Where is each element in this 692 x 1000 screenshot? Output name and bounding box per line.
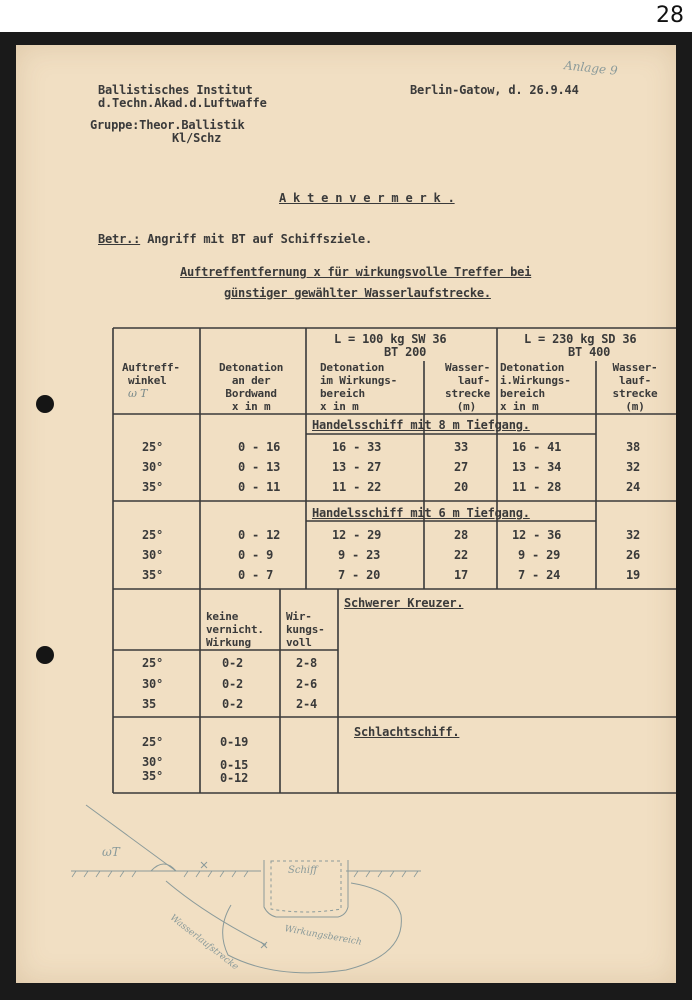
header-line: voll xyxy=(286,636,312,649)
header-line: strecke xyxy=(612,387,658,400)
header-line: Detonation xyxy=(320,361,385,374)
row-g2-range: 9 - 29 xyxy=(518,548,561,562)
row-g1-water: 28 xyxy=(454,528,469,542)
subject-text: Angriff mit BT auf Schiffsziele. xyxy=(147,232,372,246)
top-bar xyxy=(0,0,692,32)
group2-title-line: L = 230 kg SD 36 xyxy=(524,332,637,346)
row-g1-water: 17 xyxy=(454,568,469,582)
row-no-effect: 0-2 xyxy=(222,677,244,691)
header-line: keine xyxy=(206,610,239,623)
header-line: x in m xyxy=(500,400,539,413)
header-line: strecke xyxy=(445,387,490,400)
sketch-omega-label: ωT xyxy=(102,845,120,859)
subject-label: Betr.: xyxy=(98,232,141,246)
row-angle: 35° xyxy=(142,769,164,783)
header-angle-symbol: ω T xyxy=(128,387,148,400)
header-line: kungs- xyxy=(286,623,325,636)
row-angle: 25° xyxy=(142,656,164,670)
group-line: Gruppe:Theor.Ballistik xyxy=(90,118,245,132)
header-line: Wasser- xyxy=(445,361,490,374)
reference-line: Kl/Schz xyxy=(172,131,222,145)
place-date: Berlin-Gatow, d. 26.9.44 xyxy=(410,83,579,97)
row-g2-range: 11 - 28 xyxy=(512,480,562,494)
row-g2-water: 24 xyxy=(626,480,641,494)
header-line: Wirkung xyxy=(206,636,251,649)
row-effective: 2-8 xyxy=(296,656,318,670)
document-page xyxy=(16,45,676,983)
header-angle-line: winkel xyxy=(128,374,167,387)
row-det: 0 - 7 xyxy=(238,568,274,582)
annotation-handwritten: Anlage 9 xyxy=(563,58,619,78)
row-g2-range: 12 - 36 xyxy=(512,528,562,542)
header-line: Wasser- xyxy=(612,361,658,374)
section2-title: Handelsschiff mit 6 m Tiefgang. xyxy=(312,506,530,520)
row-g2-water: 32 xyxy=(626,528,641,542)
row-angle: 35 xyxy=(142,697,157,711)
header-line: (m) xyxy=(625,400,645,413)
row-g1-water: 22 xyxy=(454,548,469,562)
row-g1-range: 11 - 22 xyxy=(332,480,382,494)
row-g2-water: 32 xyxy=(626,460,641,474)
row-g2-range: 13 - 34 xyxy=(512,460,562,474)
header-line: bereich xyxy=(320,387,365,400)
row-g1-range: 12 - 29 xyxy=(332,528,382,542)
row-g2-range: 7 - 24 xyxy=(518,568,561,582)
row-no-effect: 0-2 xyxy=(222,697,244,711)
row-det: 0 - 16 xyxy=(238,440,281,454)
section1-title: Handelsschiff mit 8 m Tiefgang. xyxy=(312,418,530,432)
row-det: 0 - 13 xyxy=(238,460,281,474)
row-angle: 30° xyxy=(142,460,164,474)
row-angle: 30° xyxy=(142,755,164,769)
row-angle: 25° xyxy=(142,735,164,749)
header-line: im Wirkungs- xyxy=(320,374,398,387)
row-g1-range: 9 - 23 xyxy=(338,548,381,562)
row-g1-range: 16 - 33 xyxy=(332,440,382,454)
section3-title: Schwerer Kreuzer. xyxy=(344,596,464,610)
heading-line-1: Auftreffentfernung x für wirkungsvolle Treffer bei xyxy=(180,265,532,279)
row-angle: 25° xyxy=(142,440,164,454)
row-no-effect: 0-2 xyxy=(222,656,244,670)
header-line: lauf- xyxy=(618,374,652,387)
row-effective: 2-6 xyxy=(296,677,318,691)
row-angle: 30° xyxy=(142,677,164,691)
row-g2-water: 26 xyxy=(626,548,641,562)
row-det: 0 - 11 xyxy=(238,480,281,494)
header-line: (m) xyxy=(456,400,476,413)
row-no-effect: 0-19 xyxy=(220,735,249,749)
header-angle-line: Auftreff- xyxy=(122,361,180,374)
sketch-ship-label: Schiff xyxy=(288,865,318,876)
row-g1-water: 27 xyxy=(454,460,469,474)
sketch-zone-label: Wirkungsbereich xyxy=(283,924,363,948)
header-line: bereich xyxy=(500,387,545,400)
header-line: vernicht. xyxy=(206,623,264,636)
header-line: x in m xyxy=(231,400,271,413)
group2-title-line: BT 400 xyxy=(568,345,611,359)
header-line: i.Wirkungs- xyxy=(500,374,571,387)
header-line: Bordwand xyxy=(225,387,277,400)
document-title: A k t e n v e r m e r k . xyxy=(279,191,455,205)
header-line: x in m xyxy=(320,400,359,413)
sketch-water-label: Wasserlaufstrecke xyxy=(167,913,241,973)
page-number: 28 xyxy=(656,3,684,28)
header-line: an der xyxy=(231,374,271,387)
header-line: Detonation xyxy=(500,361,565,374)
row-g2-range: 16 - 41 xyxy=(512,440,562,454)
row-no-effect: 0-15 xyxy=(220,758,249,772)
row-g1-range: 13 - 27 xyxy=(332,460,382,474)
row-g1-range: 7 - 20 xyxy=(338,568,381,582)
group1-title-line: BT 200 xyxy=(384,345,427,359)
header-line: lauf- xyxy=(457,374,490,387)
pencil-sketch xyxy=(16,45,676,983)
section4-title: Schlachtschiff. xyxy=(354,725,460,739)
institute-line-2: d.Techn.Akad.d.Luftwaffe xyxy=(98,96,267,110)
row-det: 0 - 12 xyxy=(238,528,281,542)
row-g2-water: 38 xyxy=(626,440,641,454)
institute-line-1: Ballistisches Institut xyxy=(98,83,253,97)
row-effective: 2-4 xyxy=(296,697,318,711)
row-g1-water: 33 xyxy=(454,440,469,454)
row-g1-water: 20 xyxy=(454,480,469,494)
header-line: Wir- xyxy=(286,610,312,623)
group1-title-line: L = 100 kg SW 36 xyxy=(334,332,447,346)
row-angle: 25° xyxy=(142,528,164,542)
row-angle: 35° xyxy=(142,480,164,494)
row-angle: 35° xyxy=(142,568,164,582)
row-angle: 30° xyxy=(142,548,164,562)
row-det: 0 - 9 xyxy=(238,548,274,562)
row-no-effect: 0-12 xyxy=(220,771,249,785)
header-line: Detonation xyxy=(219,361,284,374)
row-g2-water: 19 xyxy=(626,568,641,582)
heading-line-2: günstiger gewählter Wasserlaufstrecke. xyxy=(224,286,491,300)
